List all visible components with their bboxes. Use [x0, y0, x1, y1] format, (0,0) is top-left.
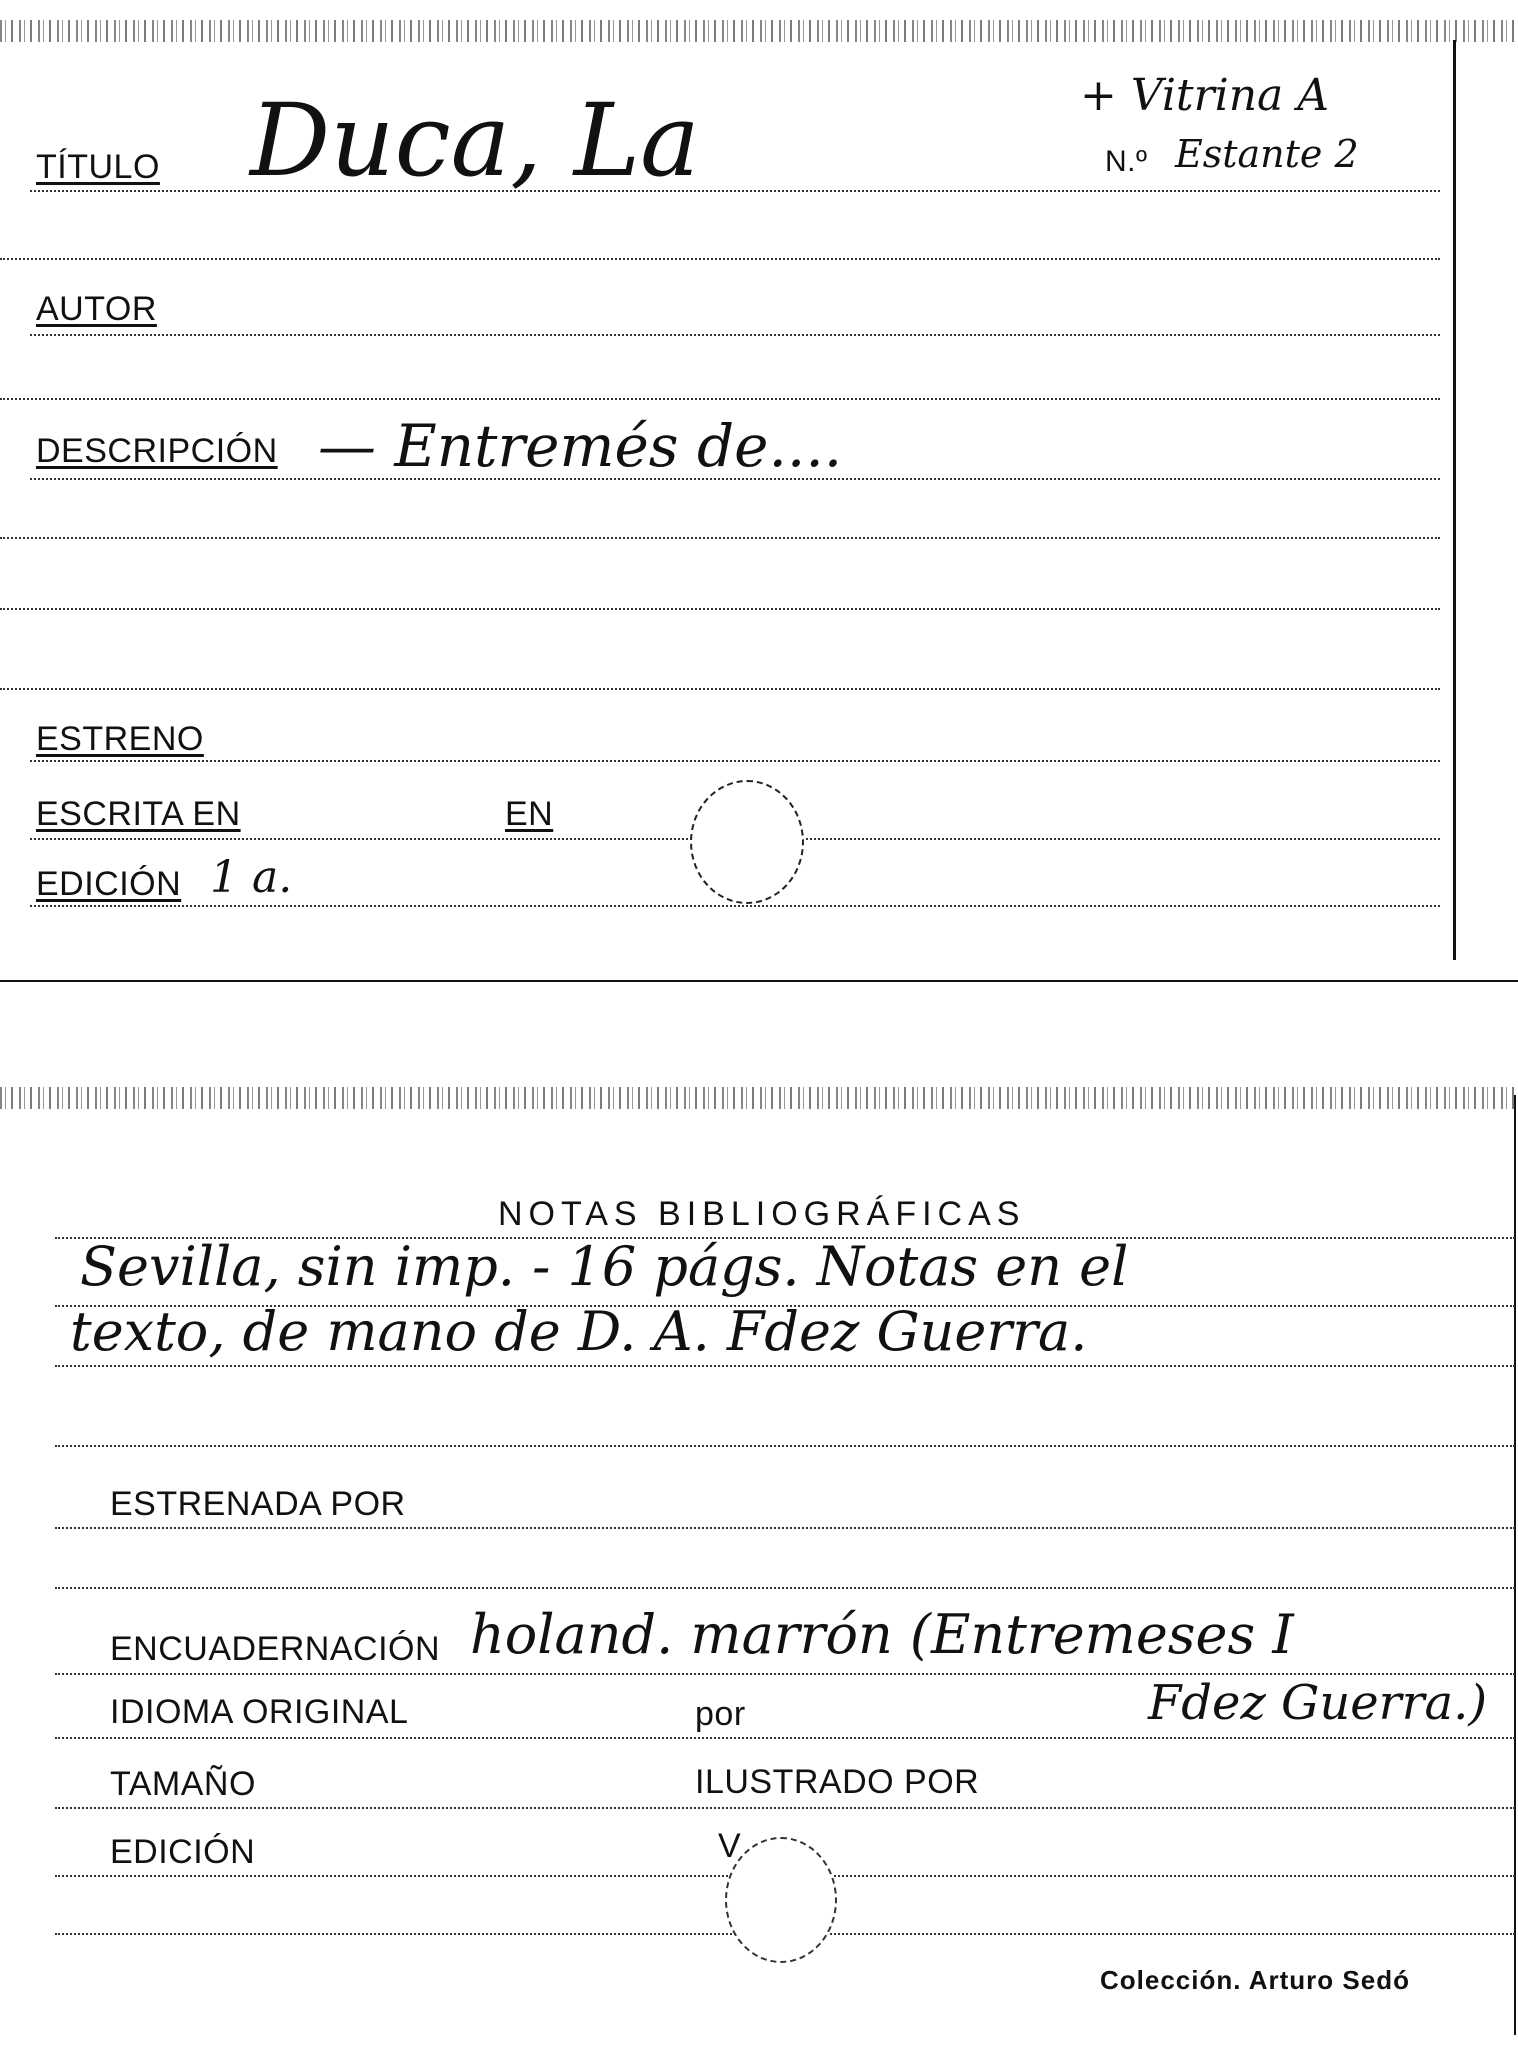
encuadernacion-value-2: Fdez Guerra.) [1148, 1675, 1488, 1731]
rule [55, 1587, 1515, 1589]
estante-value: Estante 2 [1175, 132, 1359, 176]
rule [0, 537, 1440, 539]
rule [0, 608, 1440, 610]
encuadernacion-label: ENCUADERNACIÓN [110, 1630, 441, 1668]
rule [55, 1445, 1515, 1447]
escrita-en-label: ESCRITA EN [36, 795, 241, 833]
card-edge-speckle [0, 20, 1518, 42]
vitrina-line1: + Vitrina A [1080, 70, 1330, 121]
edicion-value: 1 a. [210, 852, 293, 903]
card-edge-speckle [0, 1087, 1518, 1109]
notas-heading: NOTAS BIBLIOGRÁFICAS [498, 1195, 1026, 1233]
tamano-label: TAMAÑO [110, 1765, 256, 1803]
rule [30, 334, 1440, 336]
catalog-card-back [0, 1075, 1518, 2056]
edicion-label-back: EDICIÓN [110, 1833, 256, 1871]
estreno-label: ESTRENO [36, 720, 204, 758]
coleccion-stamp: Colección. Arturo Sedó [1100, 1965, 1410, 1995]
rule [55, 1527, 1515, 1529]
descripcion-label: DESCRIPCIÓN [36, 432, 278, 470]
rule [0, 398, 1440, 400]
rule [30, 190, 1440, 192]
card-right-border [1453, 40, 1456, 960]
autor-label: AUTOR [36, 290, 157, 328]
catalog-card-front [0, 0, 1518, 980]
rule [30, 905, 1440, 907]
estrenada-por-label: ESTRENADA POR [110, 1485, 406, 1523]
en-label: EN [505, 795, 554, 833]
idioma-original-label: IDIOMA ORIGINAL [110, 1693, 409, 1731]
rule [0, 258, 1440, 260]
rule [55, 1365, 1515, 1367]
v-label: V [718, 1827, 742, 1865]
titulo-label: TÍTULO [36, 148, 160, 186]
notas-line1: Sevilla, sin imp. - 16 págs. Notas en el [80, 1235, 1129, 1298]
descripcion-value: — Entremés de.... [318, 412, 843, 480]
ilustrado-por-label: ILUSTRADO POR [695, 1763, 980, 1801]
card-separator [0, 980, 1518, 982]
edicion-label: EDICIÓN [36, 865, 182, 903]
notas-line2: texto, de mano de D. A. Fdez Guerra. [70, 1300, 1088, 1363]
card-right-border [1514, 1095, 1516, 2035]
encuadernacion-value: holand. marrón (Entremeses I [470, 1603, 1294, 1666]
titulo-value: Duca, La [250, 82, 700, 199]
rule [55, 1737, 1515, 1739]
rule [30, 478, 1440, 480]
rule [0, 688, 1440, 690]
numero-label: N.º [1105, 145, 1148, 178]
punch-hole [725, 1837, 837, 1963]
rule [55, 1807, 1515, 1809]
rule [30, 760, 1440, 762]
punch-hole [690, 780, 804, 904]
por-label: por [695, 1695, 746, 1733]
